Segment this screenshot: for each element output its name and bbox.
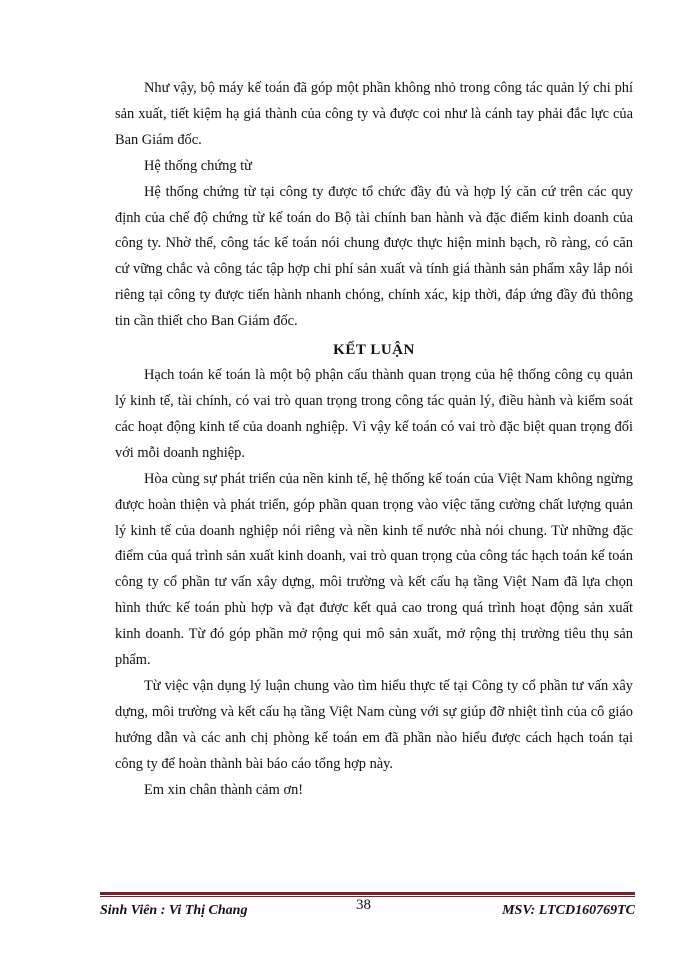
student-name: Sinh Viên : Vi Thị Chang	[100, 903, 248, 918]
page-number: 38	[356, 897, 371, 913]
conclusion-heading: KẾT LUẬN	[333, 342, 415, 359]
paragraph: Hệ thống chứng từ tại công ty được tổ chức đầy đủ và hợp lý căn cứ trên các quy định của chế độ chứng từ kế toán do Bộ tài chính ban hành và đặc điểm kinh doanh của công ty. Nhờ thế, công tác kế toán nói chung được thực hiện minh bạch, rõ ràng, có căn cứ vững chắc và công tác tập hợp chi phí sản xuất và tính giá thành sản phẩm xây lắp nói riêng tại công ty được tiến hành nhanh chóng, chính xác, kịp thời, đáp ứng đầy đủ thông tin cần thiết cho Ban Giám đốc.	[115, 183, 633, 330]
page-body	[115, 76, 633, 803]
student-id: MSV: LTCD160769TC	[502, 903, 635, 918]
footer-divider-thick	[100, 892, 635, 895]
closing-line: Em xin chân thành cảm ơn!	[144, 781, 304, 798]
paragraph: Như vậy, bộ máy kế toán đã góp một phần không nhỏ trong công tác quản lý chi phí sản xuất, tiết kiệm hạ giá thành của công ty và được coi như là cánh tay phải đắc lực của Ban Giám đốc.	[115, 80, 633, 148]
paragraph: Từ việc vận dụng lý luận chung vào tìm hiểu thực tế tại Công ty cổ phần tư vấn xây dựng, môi trường và kết cấu hạ tầng Việt Nam cùng với sự giúp đỡ nhiệt tình của cô giáo hướng dẫn và các anh chị phòng kế toán em đã phần nào hiểu được cách hạch toán tại công ty để hoàn thành bài báo cáo tổng hợp này.	[115, 677, 633, 772]
paragraph: Hạch toán kế toán là một bộ phận cấu thành quan trọng của hệ thống công cụ quản lý kinh tế, tài chính, có vai trò quan trọng trong công tác quản lý, điều hành và kiểm soát các hoạt động kinh tế của doanh nghiệp. Vì vậy kế toán có vai trò đặc biệt quan trọng đối với mỗi doanh nghiệp.	[115, 367, 633, 461]
page-footer	[100, 898, 635, 922]
section-subheading: Hệ thống chứng từ	[144, 157, 252, 174]
paragraph: Hòa cùng sự phát triển của nền kinh tế, hệ thống kế toán của Việt Nam không ngừng được hoàn thiện và phát triển, góp phần quan trọng vào việc tăng cường chất lượng quản lý kinh tế của doanh nghiệp nói riêng và nền kinh tế nước nhà nói chung. Từ những đặc điểm của quá trình sản xuất kinh doanh, vai trò quan trọng của công tác hạch toán kế toán công ty cổ phần tư vấn xây dựng, môi trường và kết cấu hạ tầng Việt Nam đã lựa chọn hình thức kế toán phù hợp và đạt được kết quả cao trong quá trình hoạt động sản xuất kinh doanh. Từ đó góp phần mở rộng qui mô sản xuất, mở rộng thị trường tiêu thụ sản phẩm.	[115, 470, 633, 669]
